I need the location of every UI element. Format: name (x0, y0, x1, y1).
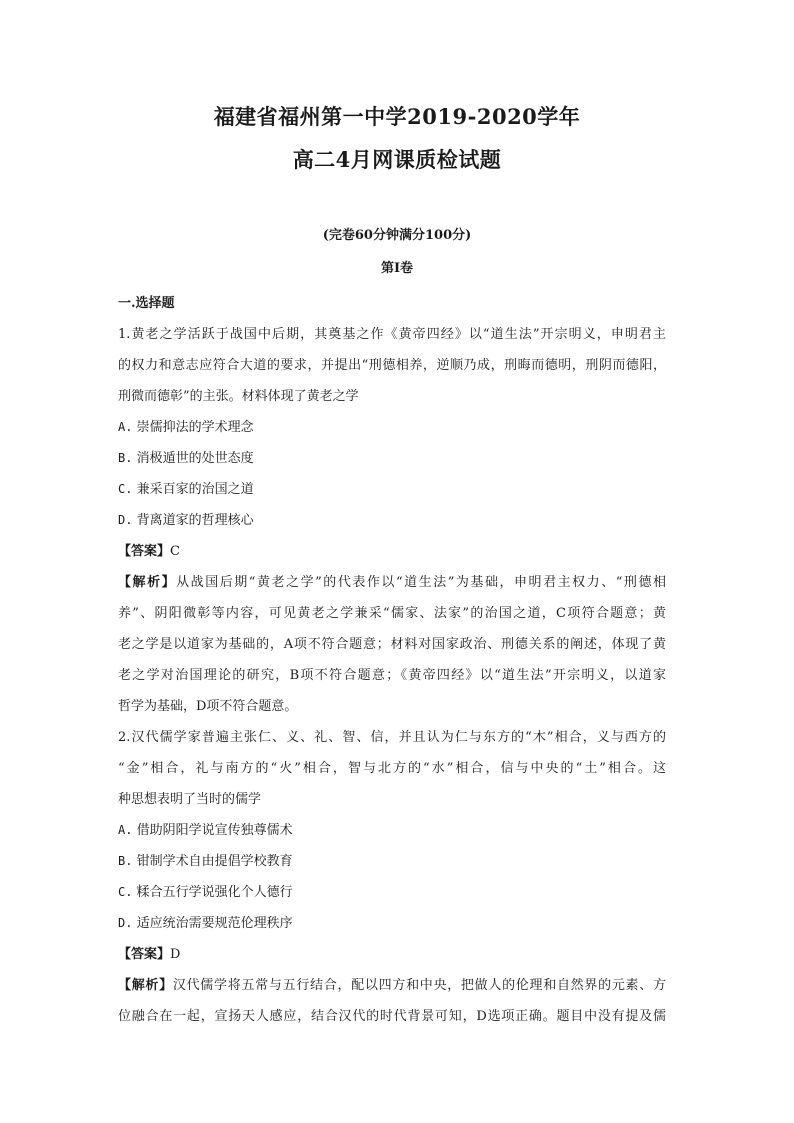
option-key: D. (118, 916, 133, 930)
analysis-line (118, 567, 666, 598)
question-stem-line: “金”相合，礼与南方的“火”相合，智与北方的“水”相合，信与中央的“土”相合。这 (118, 761, 666, 776)
option-d (118, 505, 666, 536)
option-text: 消极遁世的处世态度 (136, 451, 254, 466)
analysis-label: 【解析】 (118, 978, 173, 993)
analysis-text: 汉代儒学将五常与五行结合，配以四方和中央，把做人的伦理和自然界的元素、方 (172, 978, 666, 993)
option-text: 背离道家的哲理核心 (136, 513, 254, 528)
question-1 (118, 319, 666, 722)
option-text: 适应统治需要规范伦理秩序 (136, 916, 293, 931)
analysis-label: 【解析】 (118, 575, 177, 590)
option-key: C. (118, 482, 133, 496)
question-2 (118, 722, 666, 1032)
option-b (118, 846, 666, 877)
question-stem-line: 刑微而德彰”的主张。材料体现了黄老之学 (118, 389, 359, 404)
answer (118, 536, 666, 567)
exam-info: (完卷60分钟满分100分) (322, 228, 472, 243)
option-key: B. (118, 451, 133, 465)
answer (118, 939, 666, 970)
answer-value: D (170, 947, 181, 962)
option-text: 钳制学术自由提倡学校教育 (136, 854, 293, 869)
answer-label: 【答案】 (118, 947, 171, 962)
question-stem-line: 1.黄老之学活跃于战国中后期，其奠基之作《黄帝四经》以“道生法”开宗明义，申明君主 (118, 327, 666, 342)
option-a (118, 412, 666, 443)
document-title-line-1: 福建省福州第一中学2019-2020学年 (213, 104, 581, 129)
option-a (118, 815, 666, 846)
volume-label: 第Ⅰ卷 (380, 261, 414, 276)
analysis-line: 老之学是以道家为基础的，A项不符合题意；材料对国家政治、刑德关系的阐述，体现了黄 (118, 637, 666, 652)
option-key: A. (118, 420, 133, 434)
option-b (118, 443, 666, 474)
answer-label: 【答案】 (118, 544, 171, 559)
option-d (118, 908, 666, 939)
section-heading: 一.选择题 (118, 296, 175, 311)
document-body (118, 288, 666, 1032)
analysis-line: 养”、阴阳微彰等内容，可见黄老之学兼采“儒家、法家”的治国之道，C项符合题意；黄 (118, 606, 666, 621)
question-stem-line: 种思想表明了当时的儒学 (118, 792, 262, 807)
question-stem-line: 的权力和意志应符合大道的要求，并提出“刑德相养，逆顺乃成，刑晦而德明，刑阴而德阳， (118, 358, 666, 373)
option-text: 崇儒抑法的学术理念 (136, 420, 254, 435)
analysis-line: 位融合在一起，宣扬天人感应，结合汉代的时代背景可知，D选项正确。题目中没有提及儒 (118, 1009, 666, 1024)
analysis-line: 哲学为基础，D项不符合题意。 (118, 699, 298, 714)
answer-value: C (170, 544, 180, 559)
option-key: D. (118, 513, 133, 527)
question-stem-line: 2.汉代儒学家普遍主张仁、义、礼、智、信，并且认为仁与东方的“木”相合，义与西方的 (118, 730, 666, 745)
option-text: 糅合五行学说强化个人德行 (136, 885, 293, 900)
analysis-line: 老之学对治国理论的研究，B项不符合题意；《黄帝四经》以“道生法”开宗明义，以道家 (118, 668, 666, 683)
option-c (118, 474, 666, 505)
analysis-text: 从战国后期“黄老之学”的代表作以“道生法”为基础，申明君主权力、“刑德相 (176, 575, 666, 590)
option-key: A. (118, 823, 133, 837)
option-key: C. (118, 885, 133, 899)
document-title-line-2: 高二4月网课质检试题 (292, 147, 502, 172)
option-c (118, 877, 666, 908)
option-text: 借助阴阳学说宣传独尊儒术 (136, 823, 293, 838)
option-key: B. (118, 854, 133, 868)
analysis-line (118, 970, 666, 1001)
option-text: 兼采百家的治国之道 (136, 482, 254, 497)
